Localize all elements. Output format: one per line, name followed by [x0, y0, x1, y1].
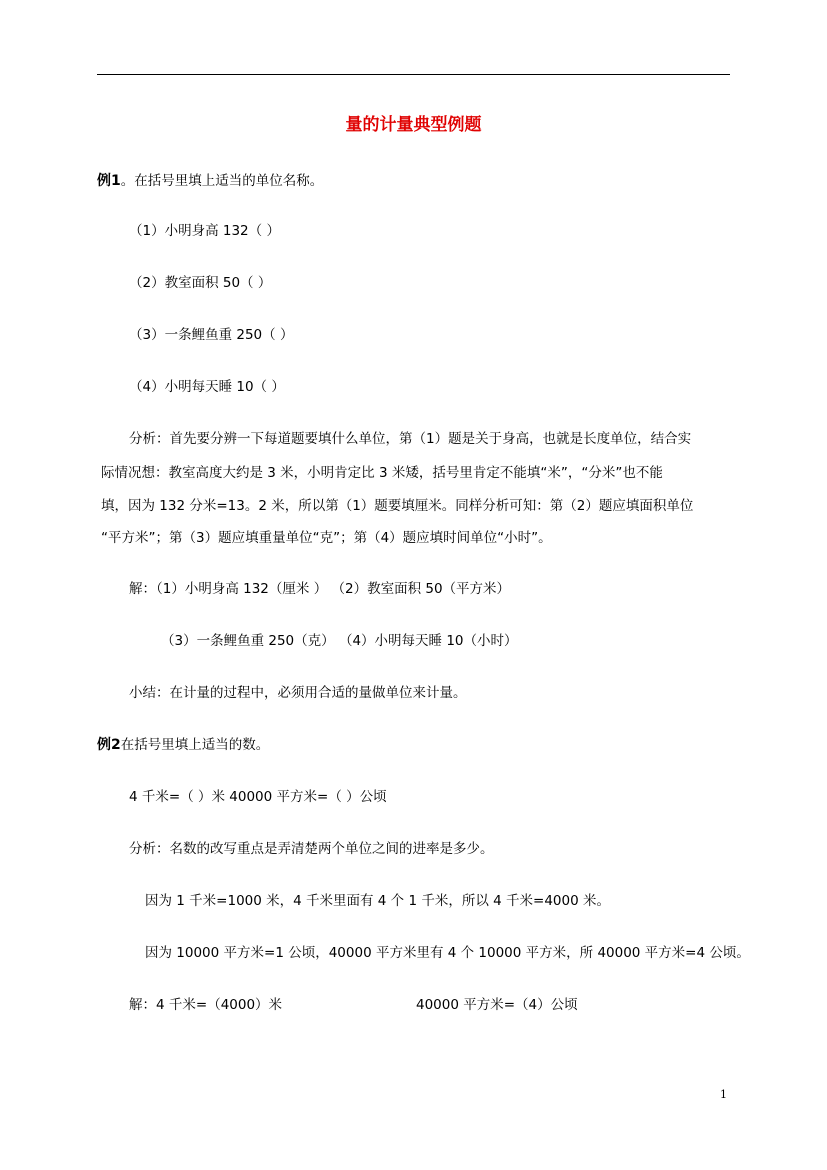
example1-item-3: （3）一条鲤鱼重 250（ ）: [129, 327, 294, 343]
example1-label: 例1: [97, 173, 121, 189]
example2-solution-right: 40000 平方米=（4）公顷: [416, 997, 578, 1013]
example2-solution-left: 解：4 千米=（4000）米: [129, 997, 283, 1013]
example2-analysis: 分析：名数的改写重点是弄清楚两个单位之间的进率是多少。: [129, 841, 494, 857]
document-title: 量的计量典型例题: [345, 115, 482, 135]
example1-solution-line-1: 解：（1）小明身高 132（厘米 ） （2）教室面积 50（平方米）: [129, 581, 511, 597]
page-number: 1: [720, 1088, 727, 1101]
example1-heading: [97, 171, 323, 191]
example2-label: 例2: [97, 737, 121, 753]
example1-prompt: 。在括号里填上适当的单位名称。: [120, 173, 324, 189]
example2-reason-1: 因为 1 千米=1000 米，4 千米里面有 4 个 1 千米，所以 4 千米=4000 米。: [145, 893, 610, 909]
example1-solution-line-2: （3）一条鲤鱼重 250（克） （4）小明每天睡 10（小时）: [161, 633, 518, 649]
example1-analysis-line-2: 际情况想：教室高度大约是 3 米，小明肯定比 3 米矮，括号里肯定不能填“米”，“分米”也不能: [101, 465, 663, 481]
example2-question: 4 千米=（ ）米 40000 平方米=（ ）公顷: [129, 789, 387, 805]
example2-prompt: 在括号里填上适当的数。: [120, 737, 270, 753]
example2-reason-2: 因为 10000 平方米=1 公顷，40000 平方米里有 4 个 10000 平方米，所 40000 平方米=4 公顷。: [145, 945, 750, 961]
example2-heading: [97, 735, 269, 755]
example1-analysis-line-4: “平方米”；第（3）题应填重量单位“克”；第（4）题应填时间单位“小时”。: [101, 530, 552, 546]
example1-item-2: （2）教室面积 50（ ）: [129, 275, 272, 291]
example1-summary: 小结：在计量的过程中，必须用合适的量做单位来计量。: [129, 685, 467, 701]
example1-item-4: （4）小明每天睡 10（ ）: [129, 379, 285, 395]
header-rule: [97, 74, 730, 75]
example1-analysis-line-3: 填，因为 132 分米=13。2 米，所以第（1）题要填厘米。同样分析可知：第（2）题应填面积单位: [101, 498, 694, 514]
example1-analysis-line-1: 分析：首先要分辨一下每道题要填什么单位，第（1）题是关于身高，也就是长度单位，结合实: [129, 431, 692, 447]
example1-item-1: （1）小明身高 132（ ）: [129, 223, 280, 239]
